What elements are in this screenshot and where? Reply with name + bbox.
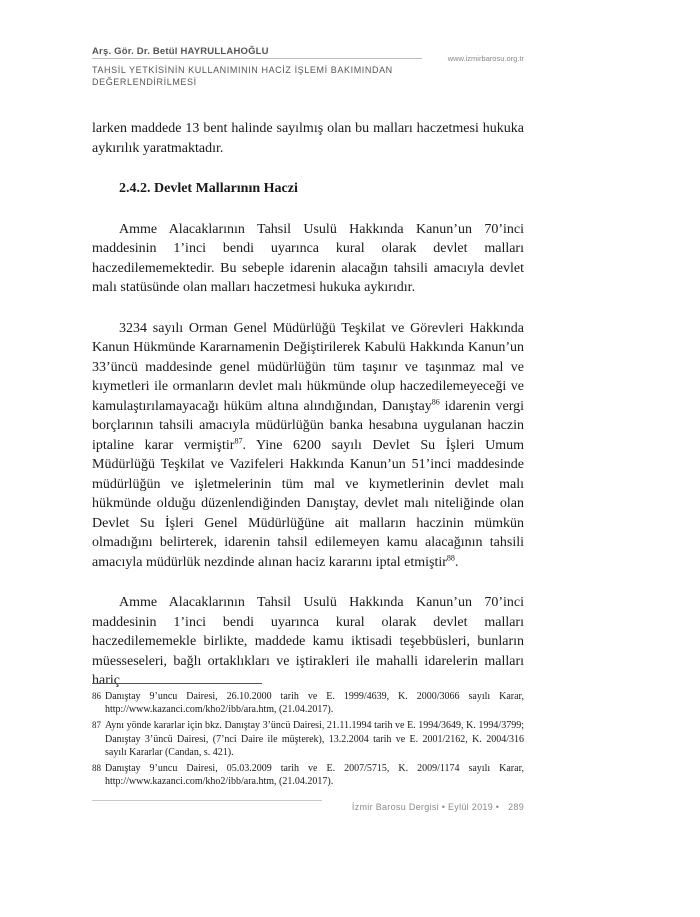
footnote-ref[interactable]: 88 — [446, 552, 455, 562]
footnote — [92, 719, 524, 759]
website-link[interactable]: www.izmirbarosu.org.tr — [447, 54, 524, 63]
footer-text — [352, 802, 524, 812]
footnote-number: 87 — [92, 720, 101, 731]
footnote-number: 86 — [92, 691, 101, 701]
footnotes — [92, 690, 524, 791]
paragraph: Amme Alacaklarının Tahsil Usulü Hakkında Kanun’un 70’inci maddesinin 1’inci bendi uyarınca kural olarak devlet malları haczedilememekle birlikte, maddede kamu iktisadi teşebbüsleri, bunların müesseseleri, bağlı ortaklıkları ve iştirakleri ile mahalli idarelerin malları hariç — [92, 595, 524, 688]
paragraph: Amme Alacaklarının Tahsil Usulü Hakkında Kanun’un 70’inci maddesinin 1’inci bendi uyarınca kural olarak devlet malları haczedilememektedir. Bu sebeple idarenin alacağın tahsili amacıyla devlet malı statüsünde olan malları haczetmesi hukuka aykırıdır. — [92, 221, 524, 295]
header-rule — [92, 58, 422, 59]
running-footer — [92, 800, 524, 820]
footnote-ref[interactable]: 86 — [431, 396, 440, 406]
main-text — [92, 119, 524, 691]
footer-rule — [92, 800, 322, 801]
footnote — [92, 690, 524, 716]
article-title — [92, 64, 393, 88]
article-title-line: DEĞERLENDİRİLMESİ — [92, 77, 197, 87]
page-number: 289 — [508, 802, 524, 812]
article-title-line: TAHSİL YETKİSİNİN KULLANIMININ HACİZ İŞLEMİ BAKIMINDAN — [92, 65, 393, 75]
footnote — [92, 762, 524, 788]
footnote-text: Danıştay 9’uncu Dairesi, 26.10.2000 tarih ve E. 1999/4639, K. 2000/3066 sayılı Karar, http://www.kazanci.com/kho2/ibb/ara.htm, (21.04.2017). — [105, 691, 524, 716]
paragraph-text: . — [454, 554, 459, 570]
journal-name: İzmir Barosu Dergisi • Eylül 2019 • — [351, 802, 500, 812]
footnote-number: 88 — [92, 763, 101, 774]
footnote-ref[interactable]: 87 — [234, 435, 243, 445]
footnote-separator — [92, 683, 262, 684]
running-header — [92, 46, 524, 87]
paragraph-text: idarenin vergi borçlarının tahsili amacıyla müdürlüğün banka hesabına uygulanan haczin iptaline karar vermiştir — [92, 398, 524, 453]
section-heading: 2.4.2. Devlet Mallarının Haczi — [119, 181, 298, 196]
paragraph-text: 3234 sayılı Orman Genel Müdürlüğü Teşkilat ve Görevleri Hakkında Kanun Hükmünde Kararnamenin Değiştirilerek Kabulü Hakkında Kanun’un 33’üncü maddesinde genel müdürlüğün tüm taşınır ve taşınmaz mal ve kıymetleri ile ormanların devlet malı hükmünde olup haczedilemeyeceği ve kamulaştırılamayacağı hüküm altına alındığından, Danıştay — [92, 320, 524, 414]
paragraph — [92, 319, 524, 573]
author-name: Arş. Gör. Dr. Betül HAYRULLAHOĞLU — [92, 46, 269, 57]
paragraph-text: . Yine 6200 sayılı Devlet Su İşleri Umum Müdürlüğü Teşkilat ve Vazifeleri Hakkında Kanun’un 51’inci maddesinde müdürlüğün ve işletmelerinin tüm mal ve kıymetlerinin devlet malı hükmünde olduğu düzenlendiğinden Danıştay, devlet malı niteliğinde olan Devlet Su İşleri Genel Müdürlüğüne ait malların haczinin mümkün olmadığını belirterek, idarenin tahsil edilemeyen kamu alacağının tahsili amacıyla müdürlük nezdinde alınan haciz kararını iptal etmiştir — [92, 437, 524, 570]
footnote-text: Aynı yönde kararlar için bkz. Danıştay 3’üncü Dairesi, 21.11.1994 tarih ve E. 1994/3649, K. 1994/3799; Danıştay 3’üncü Dairesi, (7’nci Daire ile müşterek), 13.2.2004 tarih ve E. 2001/2162, K. 2004/316 sayılı Kararlar (Candan, s. 421). — [105, 720, 524, 758]
footnote-text: Danıştay 9’uncu Dairesi, 05.03.2009 tarih ve E. 2007/5715, K. 2009/1174 sayılı Karar, http://www.kazanci.com/kho2/ibb/ara.htm, (21.04.2017). — [105, 763, 524, 788]
paragraph-continuation: larken maddede 13 bent halinde sayılmış olan bu malları haczetmesi hukuka aykırılık yaratmaktadır. — [92, 121, 524, 156]
